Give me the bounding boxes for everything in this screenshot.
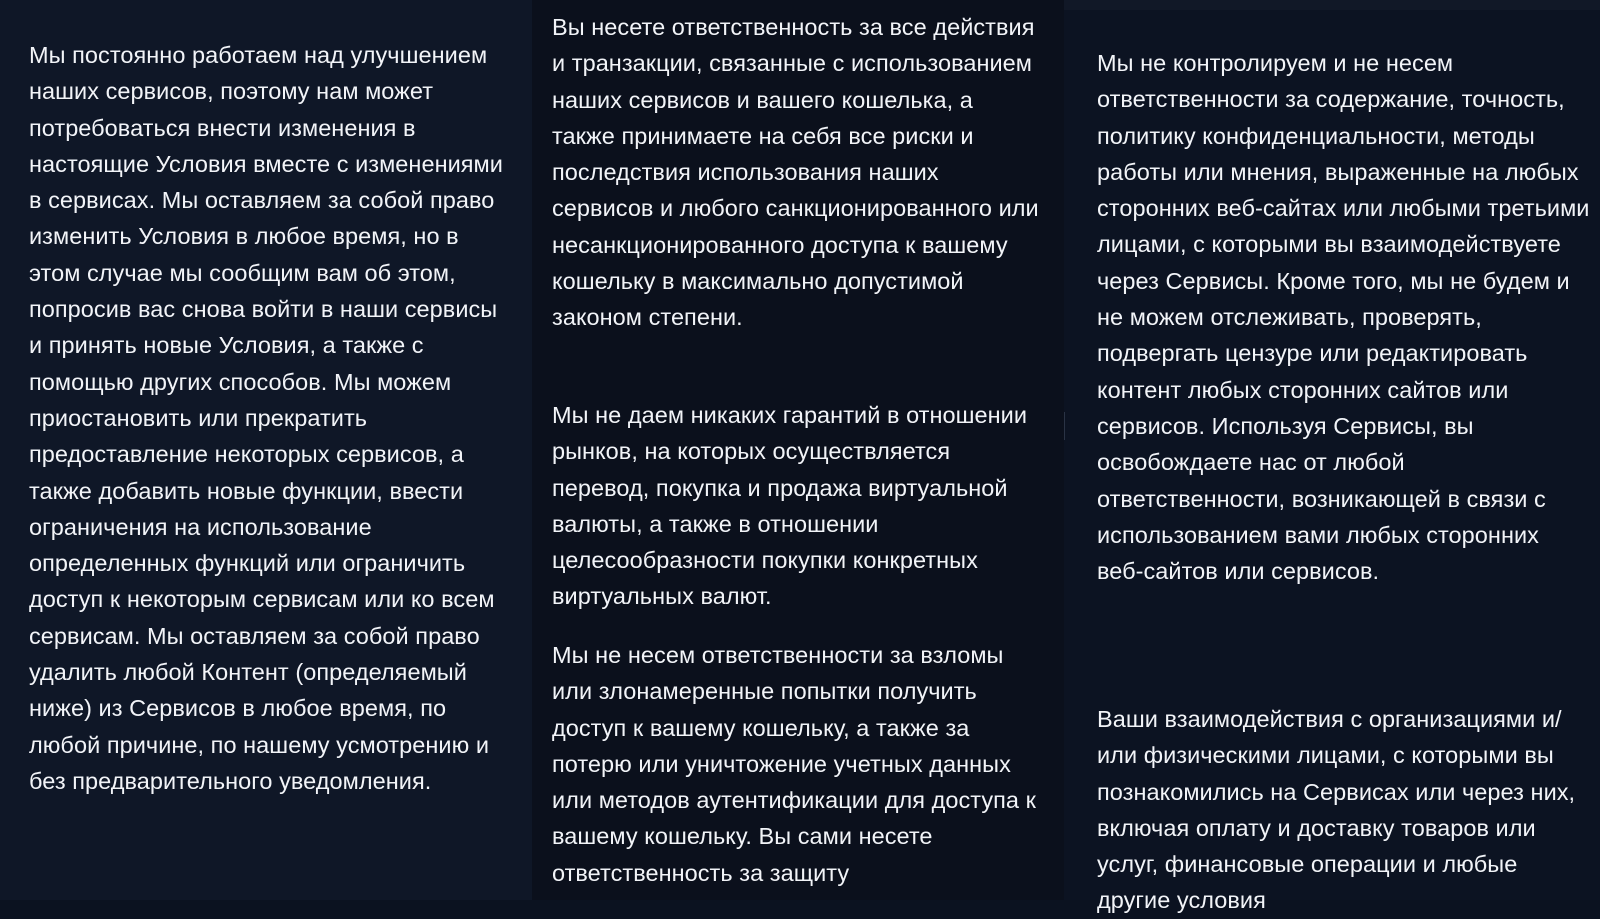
top-bar (1064, 0, 1600, 10)
terms-paragraph-market-guarantees: Мы не даем никаких гарантий в отношении рынков, на которых осуществляется перевод, покупка и продажа виртуальной валюты, а также в отношении целесообразности покупки конкретных виртуальных валют. (552, 402, 1028, 610)
column-divider (1064, 412, 1065, 440)
terms-column-left (0, 0, 532, 900)
terms-paragraph-responsibility: Вы несете ответственность за все действия и транзакции, связанные с использованием наших сервисов и вашего кошелька, а также принимаете на себя все риски и последствия использования наших сервисов и любого санкционированного или несанкционированного доступа к вашему кошельку в максимально допустимой законом степени. (552, 14, 1039, 331)
terms-column-middle (532, 0, 1064, 900)
terms-paragraph-third-party: Мы не контролируем и не несем ответственности за содержание, точность, политику конфиденциальности, методы работы или мнения, выраженные на любых сторонних веб-сайтах или любыми третьими лицами, с которыми вы взаимодействуете через Сервисы. Кроме того, мы не будем и не можем отслеживать, проверять, подвергать цензуре или редактировать контент любых сторонних сайтов или сервисов. Используя Сервисы, вы освобождаете нас от любой ответственности, возникающей в связи с использованием вами любых сторонних веб-сайтов или сервисов. (1097, 50, 1590, 585)
terms-paragraph-security: Мы не несем ответственности за взломы или злонамеренные попытки получить доступ к вашему кошельку, а также за потерю или уничтожение учетных данных или методов аутентификации для доступа к вашему кошельку. Вы сами несете ответственность за защиту (552, 642, 1036, 886)
terms-column-right (1064, 0, 1600, 914)
terms-paragraph-interactions: Ваши взаимодействия с организациями и/или физическими лицами, с которыми вы познакомились на Сервисах или через них, включая оплату и доставку товаров или услуг, финансовые операции и любые другие условия (1097, 706, 1576, 914)
terms-paragraph-changes: Мы постоянно работаем над улучшением наших сервисов, поэтому нам может потребоваться внести изменения в настоящие Условия вместе с изменениями в сервисах. Мы оставляем за собой право изменить Условия в любое время, но в этом случае мы сообщим вам об этом, попросив вас снова войти в наши сервисы и принять новые Условия, а также с помощью других способов. Мы можем приостановить или прекратить предоставление некоторых сервисов, а также добавить новые функции, ввести ограничения на использование определенных функций или ограничить доступ к некоторым сервисам или ко всем сервисам. Мы оставляем за собой право удалить любой Контент (определяемый ниже) из Сервисов в любое время, по любой причине, по нашему усмотрению и без предварительного уведомления. (29, 42, 503, 794)
